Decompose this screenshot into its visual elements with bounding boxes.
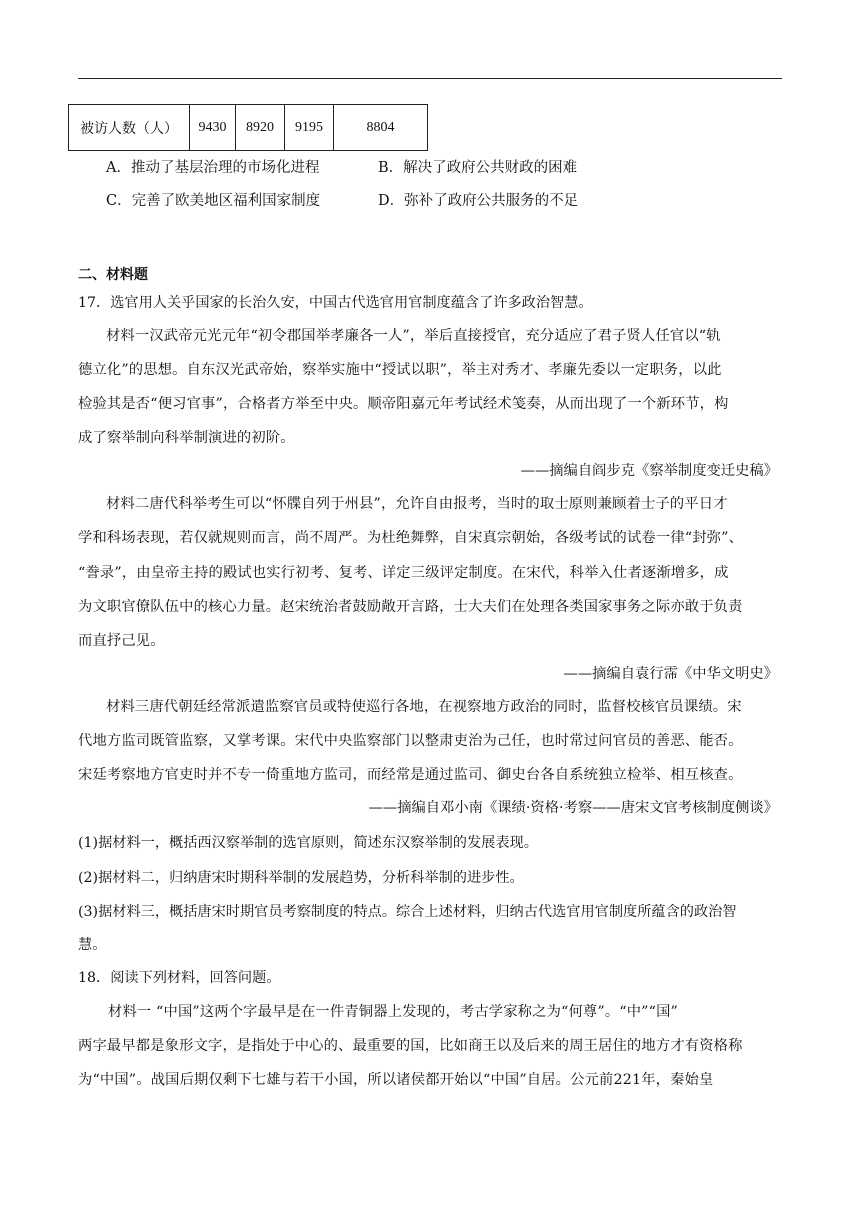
material-line: 学和科场表现，若仅就规则而言，尚不周严。为杜绝舞弊，自宋真宗朝始，各级考试的试卷一律“封弥”、 [78,530,744,546]
option-d: D．弥补了政府公共服务的不足 [378,193,579,209]
material-line: 检验其是否“便习官事”，合格者方举至中央。顺帝阳嘉元年考试经术笺奏，从而出现了一个新环节，构 [78,396,729,412]
material-line: 而直抒己见。 [78,633,165,649]
sub-question-1: (1)据材料一，概括西汉察举制的选官原则，简述东汉察举制的发展表现。 [78,835,538,851]
material-line: 为文职官僚队伍中的核心力量。赵宋统治者鼓励敞开言路，士大夫们在处理各类国家事务之际亦敢于负责 [78,599,743,615]
material-line: 材料一汉武帝元光元年“初令郡国举孝廉各一人”，举后直接授官，充分适应了君子贤人任官以“轨 [106,328,721,344]
source-citation: ——摘编自邓小南《课绩·资格·考察——唐宋文官考核制度侧谈》 [368,800,778,816]
question-17-stem: 17．选官用人关乎国家的长治久安，中国古代选官用官制度蕴含了许多政治智慧。 [78,295,593,311]
option-c: C．完善了欧美地区福利国家制度 [106,193,321,209]
material-line: 为“中国”。战国后期仅剩下七雄与若干小国，所以诸侯都开始以“中国”自居。公元前221年，秦始皇 [78,1072,714,1088]
survey-table [68,104,428,151]
table-row [69,105,428,151]
table-cell: 8920 [236,105,285,151]
source-citation: ——摘编自袁行霈《中华文明史》 [563,666,778,682]
material-line: 宋廷考察地方官吏时并不专一倚重地方监司，而经常是通过监司、御史台各自系统独立检举、相互核查。 [78,767,743,783]
material-line: 成了察举制向科举制演进的初阶。 [78,430,295,446]
option-b: B．解决了政府公共财政的困难 [378,160,578,176]
material-line: 两字最早都是象形文字，是指处于中心的、最重要的国，比如商王以及后来的周王居住的地方才有资格称 [78,1038,743,1054]
sub-question-2: (2)据材料二，归纳唐宋时期科举制的发展趋势，分析科举制的进步性。 [78,870,524,886]
material-line: 代地方监司既管监察，又掌考课。宋代中央监察部门以整肃吏治为己任，也时常过问官员的善恶、能否。 [78,733,743,749]
option-a: A．推动了基层治理的市场化进程 [106,160,320,176]
section-title: 二、材料题 [78,267,148,283]
table-cell: 8804 [334,105,428,151]
source-citation: ——摘编自阎步克《察举制度变迁史稿》 [520,463,778,479]
sub-question-3-cont: 慧。 [78,937,107,953]
table-row-label: 被访人数（人） [69,105,190,151]
header-rule [78,78,782,79]
table-cell: 9430 [190,105,236,151]
material-line: 材料三唐代朝廷经常派遣监察官员或特使巡行各地，在视察地方政治的同时，监督校核官员课绩。宋 [106,699,742,715]
material-line: 材料二唐代科举考生可以“怀牒自列于州县”，允许自由报考，当时的取士原则兼顾着士子的平日才 [106,496,728,512]
material-line: 材料一 “中国”这两个字最早是在一件青铜器上发现的，考古学家称之为“何尊”。“中”“国” [108,1004,679,1020]
table-cell: 9195 [285,105,334,151]
sub-question-3: (3)据材料三，概括唐宋时期官员考察制度的特点。综合上述材料，归纳古代选官用官制度所蕴含的政治智 [78,904,737,920]
material-line: 德立化”的思想。自东汉光武帝始，察举实施中“授试以职”，举主对秀才、孝廉先委以一定职务，以此 [78,362,722,378]
question-18-stem: 18．阅读下列材料，回答问题。 [78,970,281,986]
material-line: “誊录”，由皇帝主持的殿试也实行初考、复考、详定三级评定制度。在宋代，科举入仕者逐渐增多，成 [78,565,729,581]
